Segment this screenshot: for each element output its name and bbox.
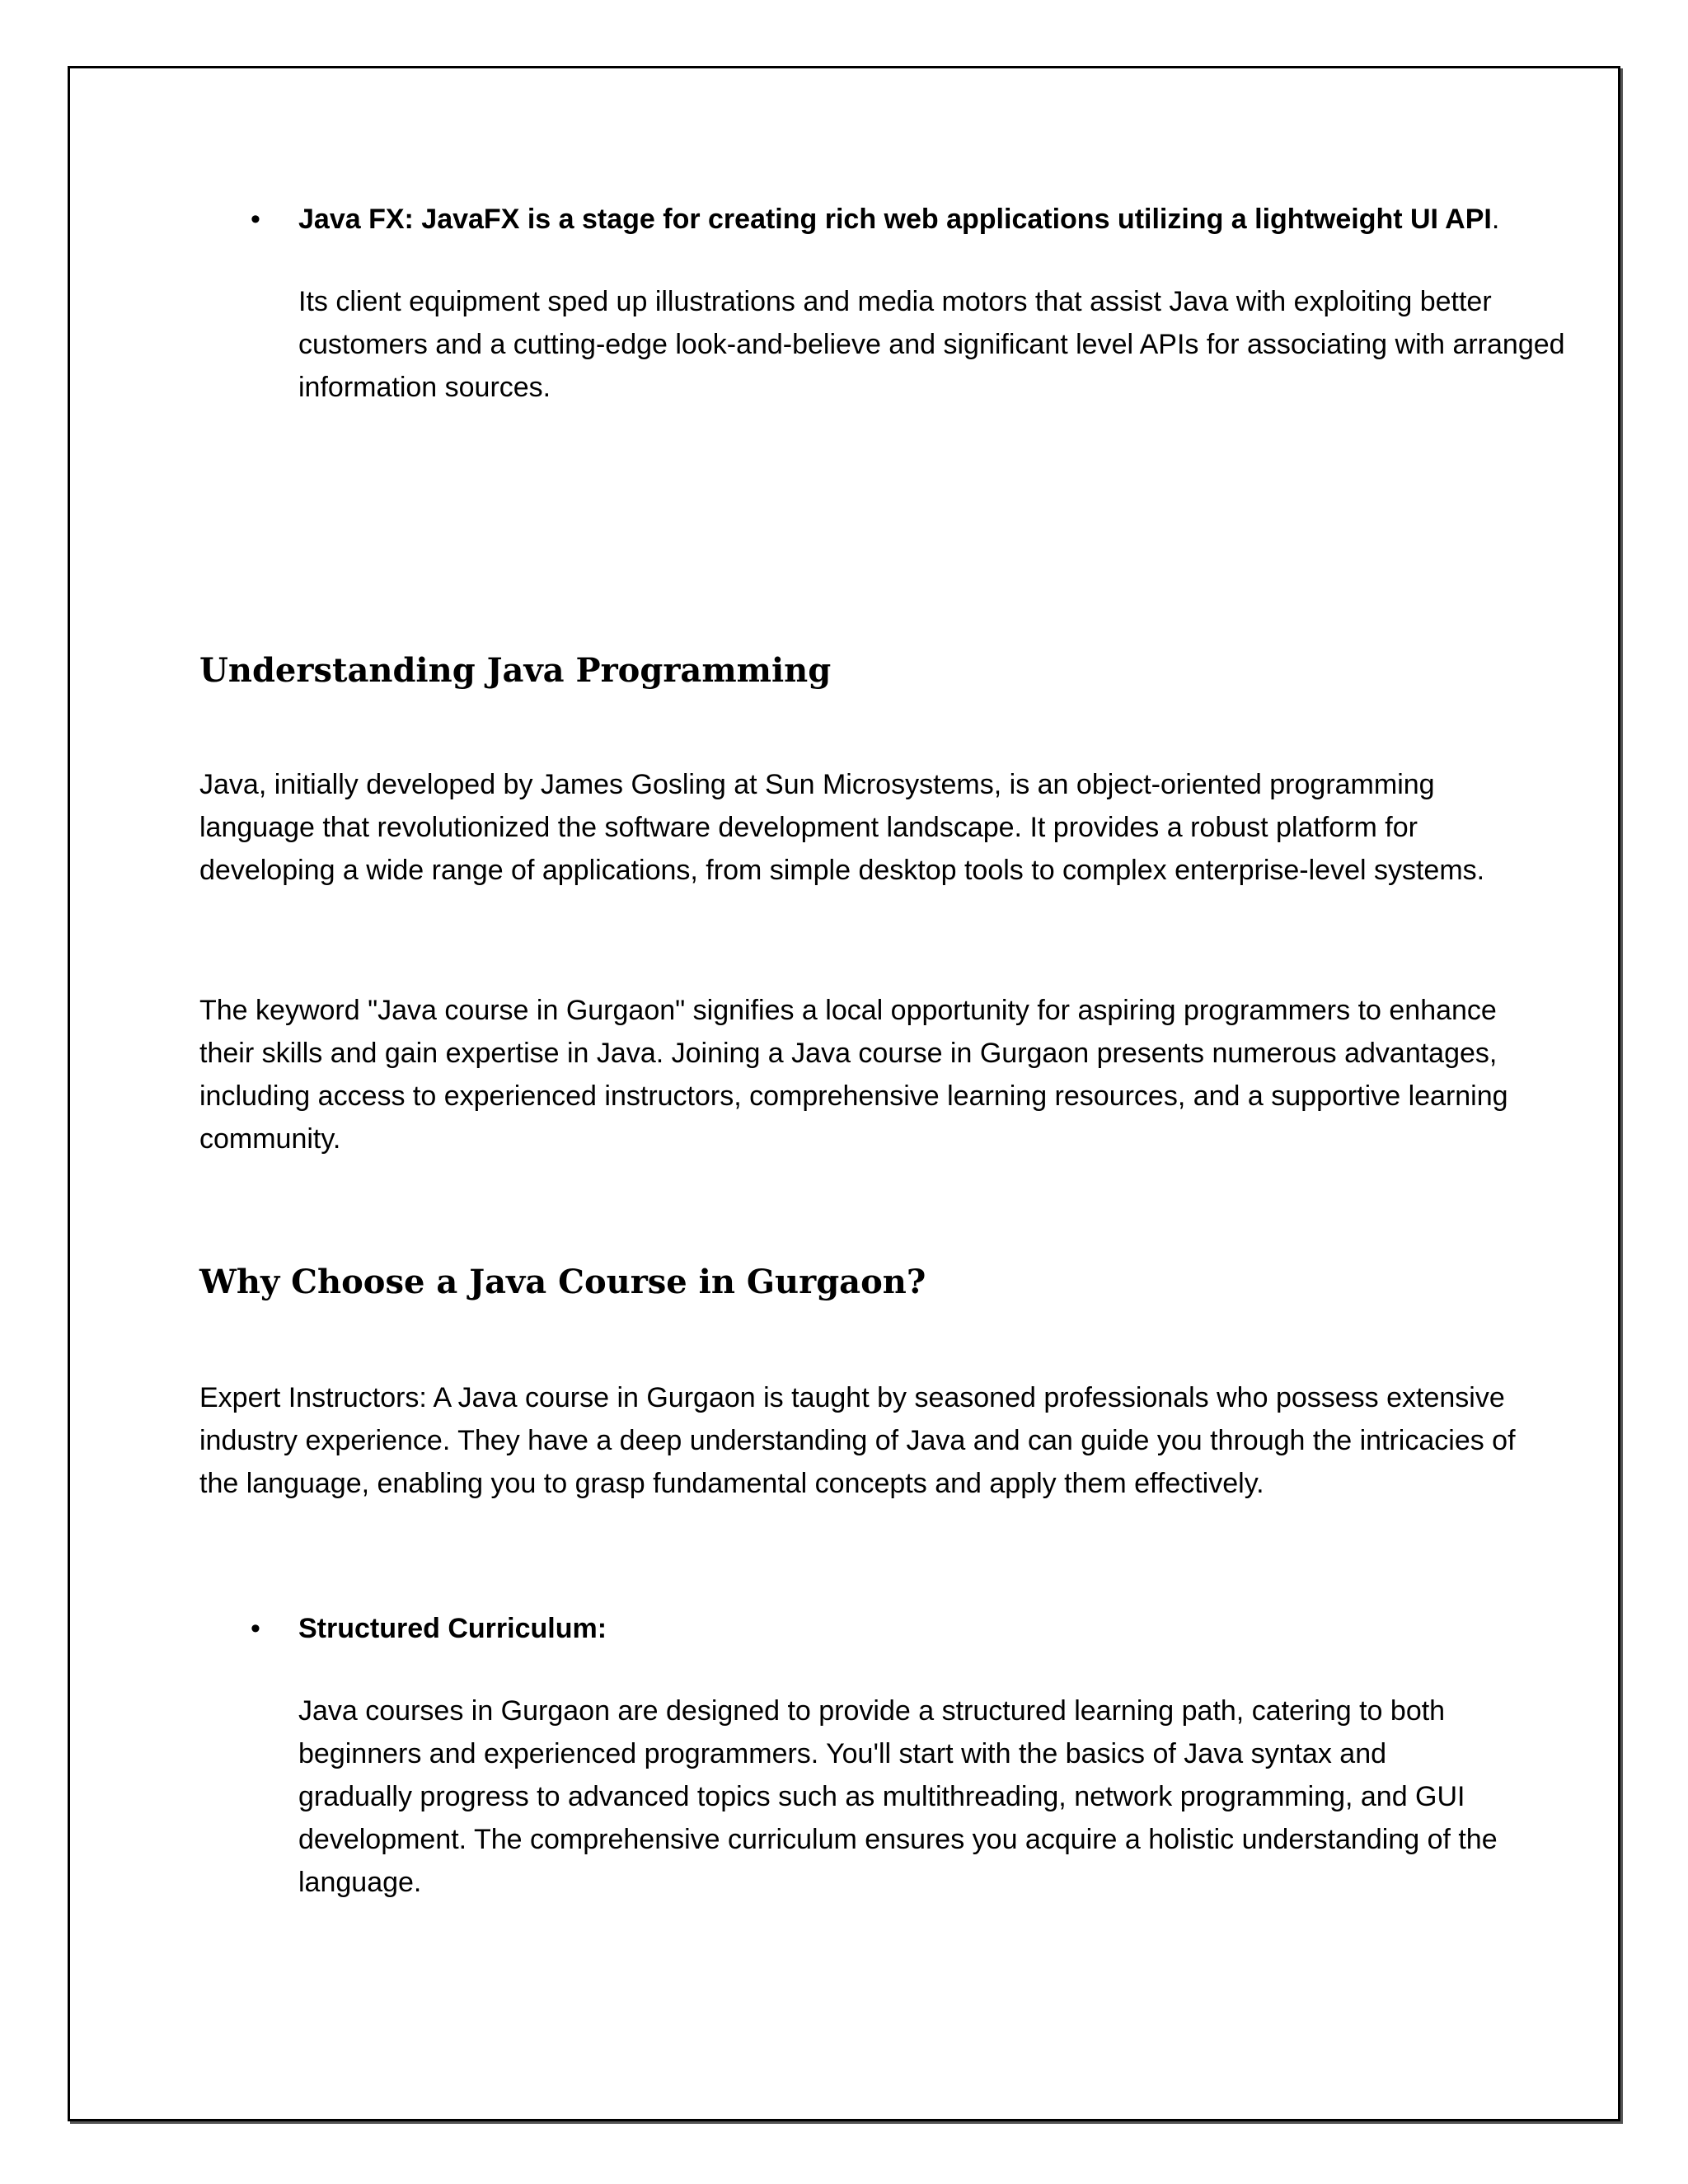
bullet-javafx-title-bold: Java FX: JavaFX is a stage for creating rich web applications utilizing a lightweight UI API — [298, 204, 1492, 235]
bullet-javafx — [199, 198, 1617, 409]
heading-understanding-java: Understanding Java Programming — [199, 651, 832, 690]
bullet-curriculum-body: Java courses in Gurgaon are designed to provide a structured learning path, catering to both beginners and experienced programmers. You'll start with the basics of Java syntax and gradually progress to advanced topics such as multithreading, network programming, and GUI development. The comprehensive curriculum ensures you acquire a holistic understanding of the language. — [298, 1695, 1498, 1898]
bullet-javafx-title — [298, 198, 1617, 241]
bullet-dot-icon: • — [251, 1613, 260, 1644]
paragraph-expert-instructors: Expert Instructors: A Java course in Gurgaon is taught by seasoned professionals who possess extensive industry experience. They have a deep understanding of Java and can guide you through the intricacies of the language, enabling you to grasp fundamental concepts and apply them effectively. — [199, 1382, 1516, 1499]
paragraph-java-intro: Java, initially developed by James Gosling at Sun Microsystems, is an object-oriented programming language that revolutionized the software development landscape. It provides a robust platform for developing a wide range of applications, from simple desktop tools to complex enterprise-level systems. — [199, 769, 1485, 886]
heading-why-choose: Why Choose a Java Course in Gurgaon? — [199, 1263, 926, 1301]
bullet-curriculum-title: Structured Curriculum: — [298, 1613, 607, 1644]
bullet-structured-curriculum — [199, 1607, 1617, 1904]
bullet-javafx-body: Its client equipment sped up illustrations and media motors that assist Java with exploiting better customers and a cutting-edge look-and-believe and significant level APIs for associating with arranged information sources. — [298, 286, 1565, 403]
paragraph-keyword: The keyword "Java course in Gurgaon" signifies a local opportunity for aspiring programmers to enhance their skills and gain expertise in Java. Joining a Java course in Gurgaon presents numerous advantages, including access to experienced instructors, comprehensive learning resources, and a supportive learning community. — [199, 995, 1508, 1155]
bullet-javafx-title-tail: . — [1491, 204, 1500, 235]
bullet-dot-icon: • — [251, 204, 260, 235]
